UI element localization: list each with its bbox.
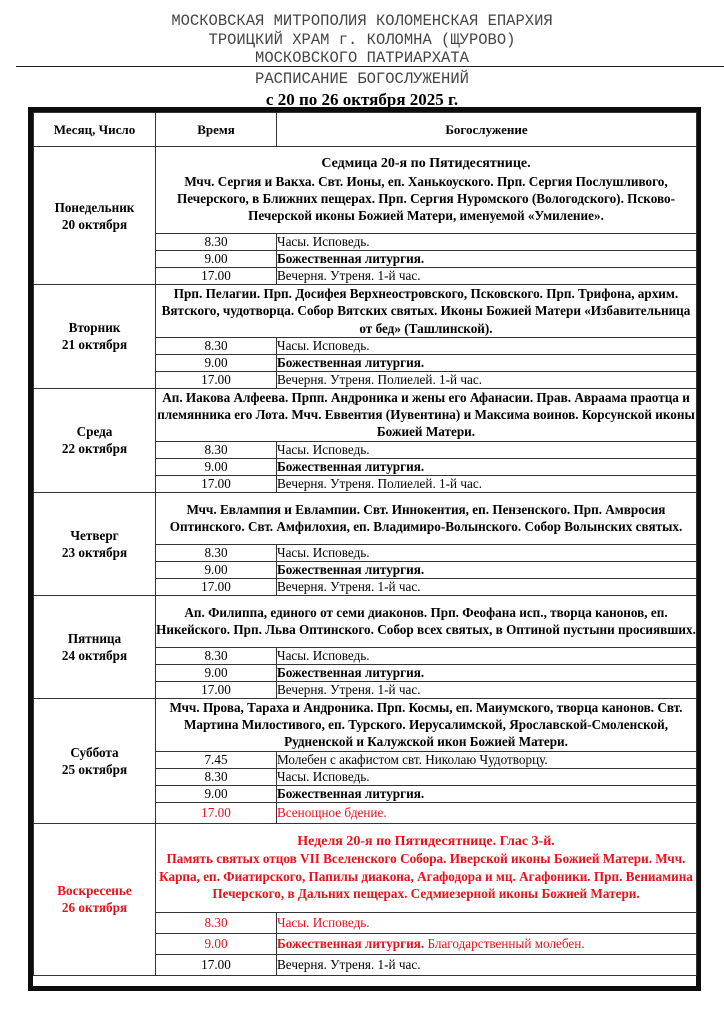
- schedule-body: [34, 147, 697, 976]
- weekday-label: Среда: [76, 424, 113, 440]
- day-cell: [34, 698, 156, 823]
- service-name: Часы. Исповедь.: [277, 544, 370, 560]
- schedule-period: с 20 по 26 октября 2025 г.: [265, 90, 459, 109]
- service-time: 17.00: [156, 578, 277, 595]
- weekday-label: Вторник: [68, 320, 121, 336]
- day-description-row: [34, 285, 697, 338]
- service-name: Вечерня. Утреня. Полиелей. 1-й час.: [277, 475, 483, 491]
- service-name: Всенощное бдение.: [277, 804, 387, 820]
- service-cell: [277, 681, 697, 698]
- church-name: ТРОИЦКИЙ ХРАМ г. КОЛОМНА (ЩУРОВО): [208, 31, 516, 49]
- service-time: 9.00: [156, 933, 277, 954]
- service-name-bold: Божественная литургия.: [277, 458, 425, 474]
- column-header-service: Богослужение: [277, 113, 697, 147]
- service-time: 9.00: [156, 251, 277, 268]
- day-description-row: [34, 595, 697, 647]
- commemoration-cell: [156, 698, 697, 751]
- service-name-bold: Божественная литургия.: [277, 785, 425, 801]
- service-cell: [277, 912, 697, 933]
- service-time: 17.00: [156, 681, 277, 698]
- commemoration-text: Ап. Филиппа, единого от семи диаконов. Прп. Феофана исп., творца канонов, еп. Никейского. Прп. Льва Оптинского. Собор всех святых, в Оптиной пустыни просиявших.: [156, 604, 696, 638]
- schedule-subtitle: РАСПИСАНИЕ БОГОСЛУЖЕНИЙ: [255, 70, 469, 88]
- day-description-row: [34, 698, 697, 751]
- service-cell: [277, 751, 697, 768]
- service-time: 17.00: [156, 371, 277, 388]
- service-time: 9.00: [156, 458, 277, 475]
- table-header-row: [34, 113, 697, 147]
- service-time: 8.30: [156, 441, 277, 458]
- date-label: 26 октября: [61, 900, 128, 916]
- service-cell: [277, 268, 697, 285]
- day-cell: [34, 388, 156, 492]
- service-name: Вечерня. Утреня. 1-й час.: [277, 956, 421, 972]
- patriarchate-name: МОСКОВСКОГО ПАТРИАРХАТА: [255, 49, 469, 67]
- service-cell: [277, 561, 697, 578]
- service-name-bold: Божественная литургия.: [277, 664, 425, 680]
- service-cell: [277, 933, 697, 954]
- commemoration-cell: [156, 595, 697, 647]
- commemoration-text: Мчч. Сергия и Вакха. Свт. Ионы, еп. Ханькоуского. Прп. Сергия Послушливого, Печерского, в Ближних пещерах. Прп. Сергия Нуромского (Вологодского). Псково-Печерской иконы Божией Матери, именуемой «Умиление».: [177, 173, 675, 224]
- commemoration-text: Ап. Иакова Алфеева. Прпп. Андроника и жены его Афанасии. Прав. Авраама праотца и племянника его Лота. Мчч. Еввентия (Иувентина) и Максима воинов. Корсунской иконы Божией Матери.: [157, 389, 695, 440]
- day-cell: [34, 285, 156, 389]
- service-time: 17.00: [156, 802, 277, 823]
- service-name-bold: Божественная литургия.: [277, 251, 425, 266]
- commemoration-cell: [156, 285, 697, 338]
- commemoration-cell: [156, 492, 697, 544]
- service-time: 9.00: [156, 354, 277, 371]
- service-name: Вечерня. Утреня. 1-й час.: [277, 681, 421, 697]
- service-name-bold: Божественная литургия.: [277, 354, 425, 370]
- service-time: 8.30: [156, 912, 277, 933]
- service-cell: [277, 785, 697, 802]
- diocese-title: МОСКОВСКАЯ МИТРОПОЛИЯ КОЛОМЕНСКАЯ ЕПАРХИЯ: [171, 12, 553, 30]
- day-description-row: [34, 823, 697, 912]
- service-time: 17.00: [156, 954, 277, 975]
- service-cell: [277, 578, 697, 595]
- day-description-row: [34, 147, 697, 234]
- service-cell: [277, 458, 697, 475]
- service-name: Часы. Исповедь.: [277, 647, 370, 663]
- service-name-bold: Божественная литургия.: [277, 935, 425, 951]
- service-time: 17.00: [156, 268, 277, 285]
- service-time: 17.00: [156, 475, 277, 492]
- service-cell: [277, 441, 697, 458]
- service-time: 8.30: [156, 544, 277, 561]
- date-label: 24 октября: [61, 647, 128, 663]
- commemoration-cell: [156, 388, 697, 441]
- service-time: 7.45: [156, 751, 277, 768]
- day-cell: [34, 595, 156, 698]
- service-time: 8.30: [156, 768, 277, 785]
- column-header-time: Время: [156, 113, 277, 147]
- weekday-label: Воскресенье: [57, 883, 132, 899]
- weekday-label: Пятница: [67, 630, 122, 646]
- service-cell: [277, 954, 697, 975]
- commemoration-text: Мчч. Евлампия и Евлампии. Свт. Иннокентия, еп. Пензенского. Прп. Амвросия Оптинского. Свт. Амфилохия, еп. Владимиро-Волынского. Собор Волынских святых.: [169, 501, 683, 535]
- service-cell: [277, 475, 697, 492]
- service-name-bold: Божественная литургия.: [277, 561, 425, 577]
- service-cell: [277, 354, 697, 371]
- header-divider: [16, 66, 724, 67]
- feast-title: Неделя 20-я по Пятидесятнице. Глас 3-й.: [297, 834, 555, 850]
- service-name: Вечерня. Утреня. 1-й час.: [277, 268, 421, 283]
- feast-title: Седмица 20-я по Пятидесятнице.: [321, 156, 531, 172]
- service-time: 8.30: [156, 234, 277, 251]
- weekday-label: Четверг: [70, 527, 119, 543]
- service-time: 9.00: [156, 785, 277, 802]
- column-header-date: Месяц, Число: [34, 113, 156, 147]
- commemoration-text: Мчч. Прова, Тараха и Андроника. Прп. Космы, еп. Маиумского, творца канонов. Свт. Мартина Милостивого, еп. Турского. Иерусалимской, Ярославской-Смоленской, Рудненской и Калужской икон Божией Матери.: [169, 699, 683, 750]
- service-name: Вечерня. Утреня. 1-й час.: [277, 578, 421, 594]
- day-cell: [34, 492, 156, 595]
- day-description-row: [34, 492, 697, 544]
- commemoration-text: Память святых отцов VII Вселенского Собора. Иверской иконы Божией Матери. Мчч. Карпа, еп. Фиатирского, Папилы диакона, Агафодора и мц. Агафоники. Прп. Вениамина Печерского, в Дальних пещерах. Седмиезерной иконы Божией Матери.: [159, 851, 693, 901]
- service-cell: [277, 768, 697, 785]
- service-cell: [277, 337, 697, 354]
- service-cell: [277, 234, 697, 251]
- service-name: Часы. Исповедь.: [277, 337, 370, 353]
- service-cell: [277, 544, 697, 561]
- service-name: Часы. Исповедь.: [277, 914, 370, 930]
- service-name: Часы. Исповедь.: [277, 234, 370, 249]
- day-cell: [34, 147, 156, 285]
- service-cell: [277, 664, 697, 681]
- commemoration-cell: [156, 147, 697, 234]
- date-label: 21 октября: [61, 337, 128, 353]
- service-time: 8.30: [156, 647, 277, 664]
- service-name: Часы. Исповедь.: [277, 441, 370, 457]
- weekday-label: Суббота: [70, 744, 119, 760]
- service-name: Часы. Исповедь.: [277, 768, 370, 784]
- date-label: 22 октября: [61, 441, 128, 457]
- service-name: Вечерня. Утреня. Полиелей. 1-й час.: [277, 371, 483, 387]
- weekday-label: Понедельник: [54, 199, 135, 215]
- commemoration-cell: [156, 823, 697, 912]
- service-name: Молебен с акафистом свт. Николаю Чудотворцу.: [277, 751, 548, 767]
- service-time: 8.30: [156, 337, 277, 354]
- day-description-row: [34, 388, 697, 441]
- service-time: 9.00: [156, 561, 277, 578]
- service-name: Благодарственный молебен.: [424, 935, 585, 951]
- service-time: 9.00: [156, 664, 277, 681]
- service-cell: [277, 647, 697, 664]
- service-cell: [277, 802, 697, 823]
- day-cell: [34, 823, 156, 975]
- date-label: 20 октября: [61, 216, 128, 232]
- commemoration-text: Прп. Пелагии. Прп. Досифея Верхнеостровского, Псковского. Прп. Трифона, архим. Вятского, чудотворца. Собор Вятских святых. Иконы Божией Матери «Избавительница от бед» (Ташлинской).: [161, 286, 691, 336]
- service-cell: [277, 251, 697, 268]
- schedule-table: [33, 112, 697, 976]
- date-label: 25 октября: [61, 761, 128, 777]
- service-cell: [277, 371, 697, 388]
- date-label: 23 октября: [61, 544, 128, 560]
